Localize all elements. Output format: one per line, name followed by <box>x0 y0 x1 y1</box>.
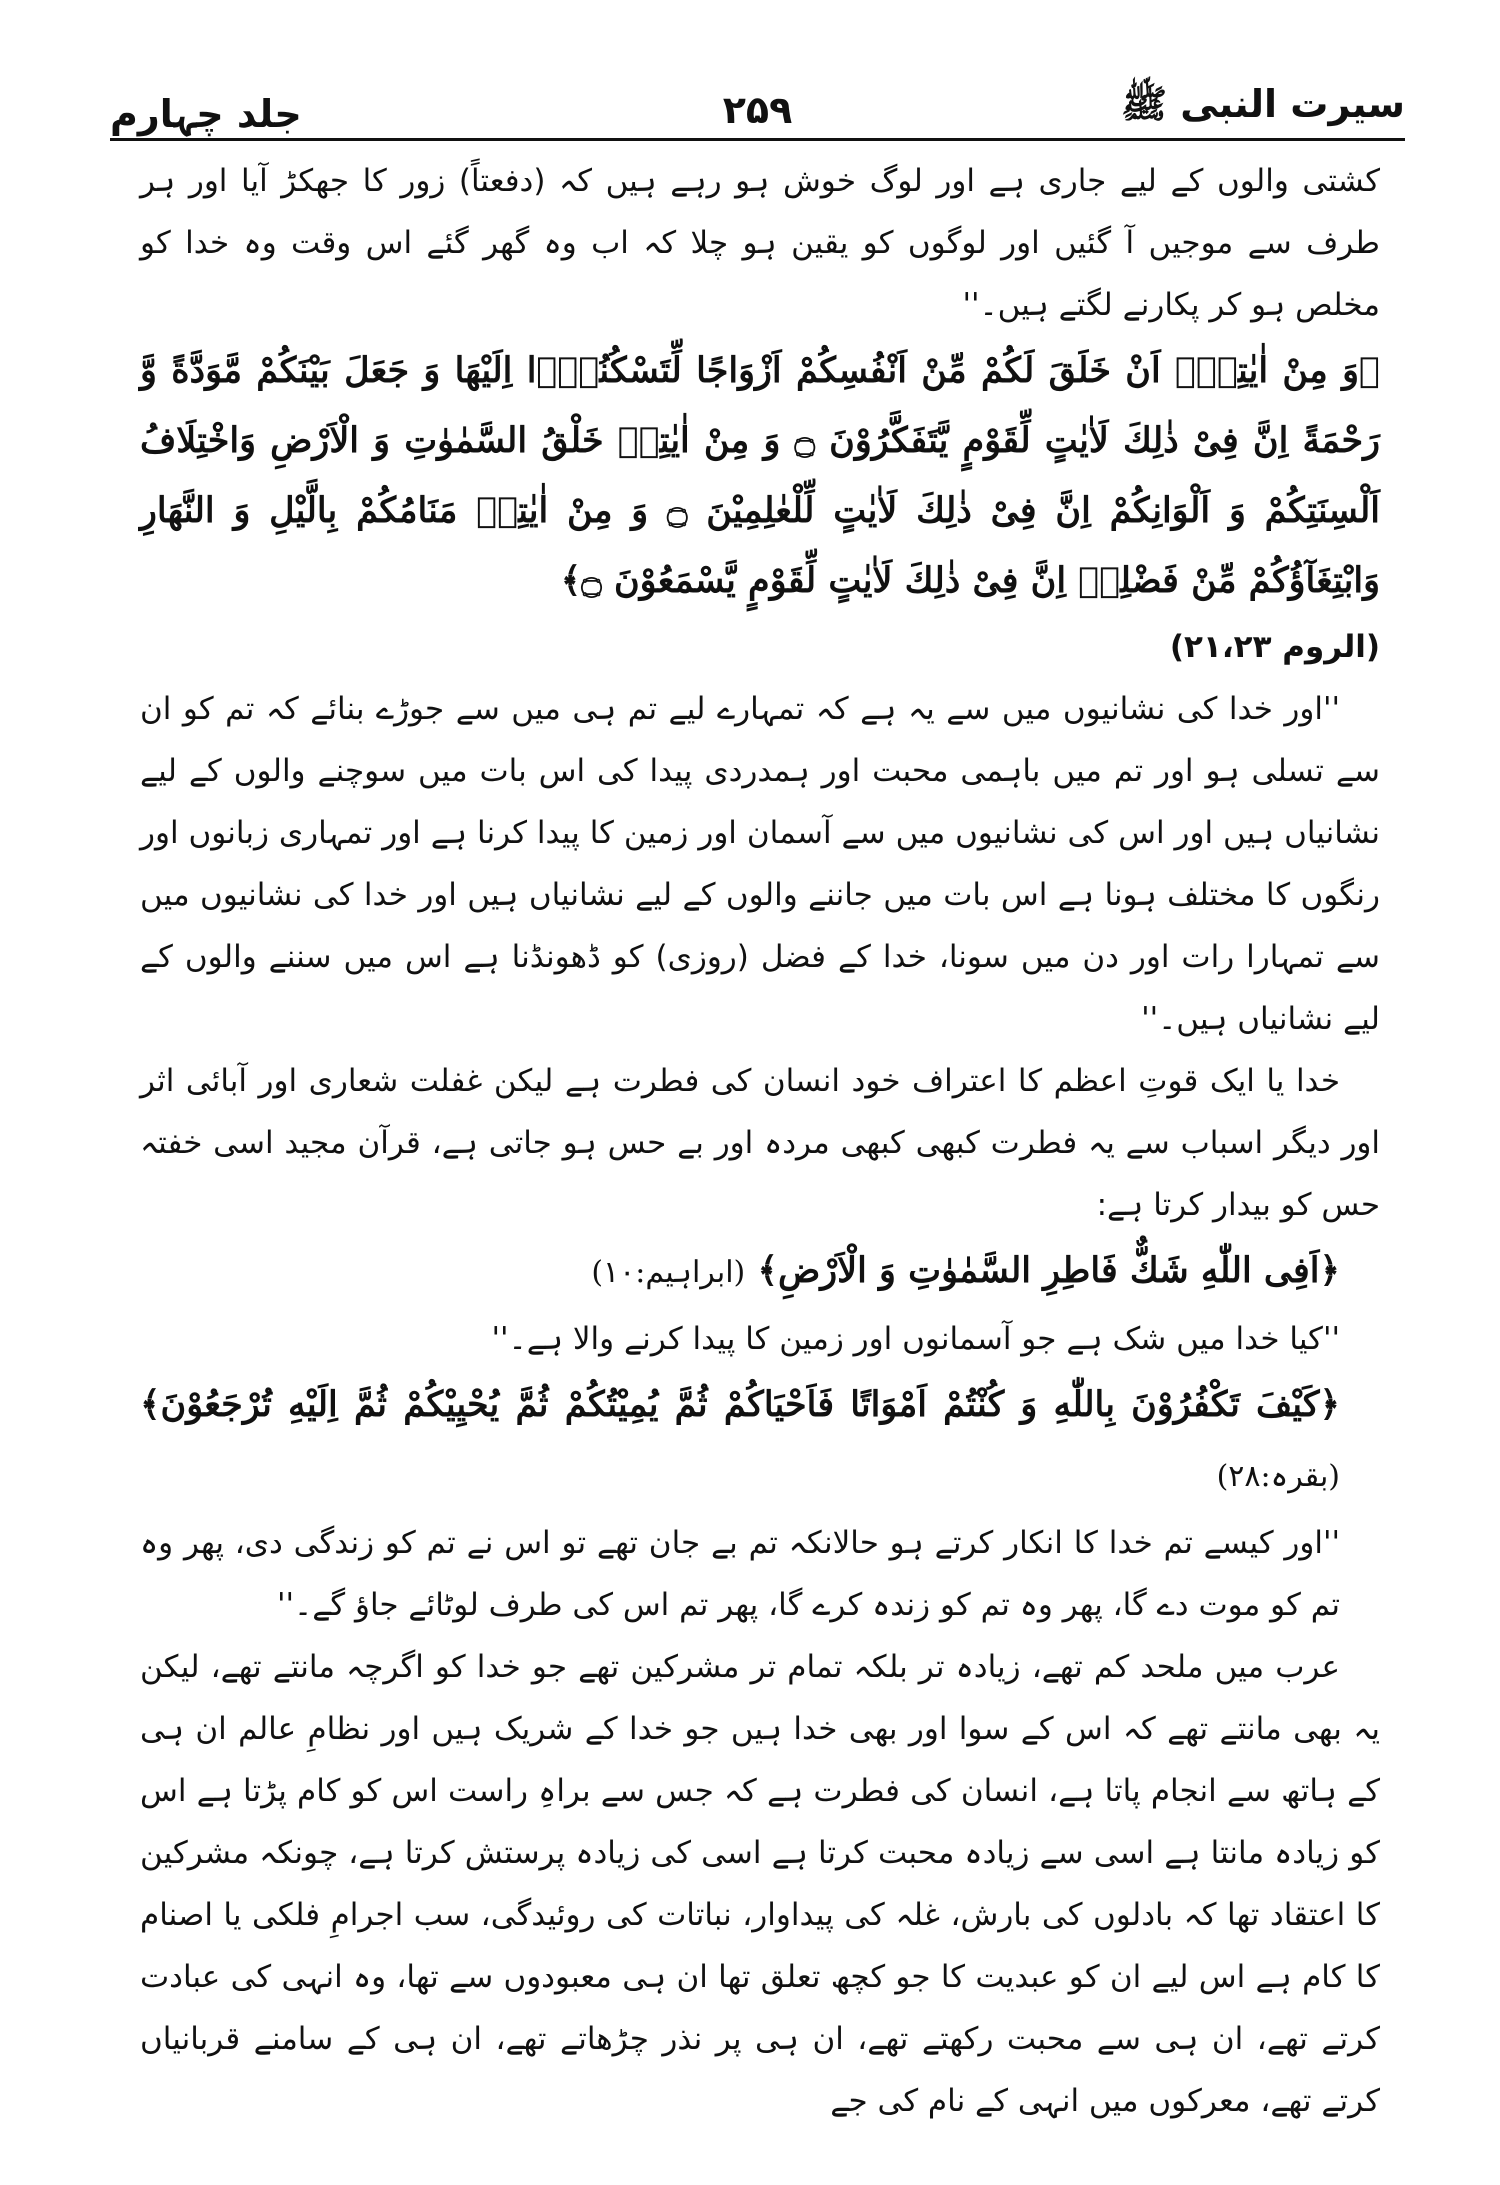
page-header <box>110 74 1405 136</box>
page-body <box>140 150 1380 2125</box>
paragraph: کشتی والوں کے لیے جاری ہے اور لوگ خوش ہو رہے ہیں کہ (دفعتاً) زور کا جھکڑ آیا اور ہر طرف سے موجیں آ گئیں اور لوگوں کو یقین ہو چلا کہ اب وہ گھر گئے اس وقت وہ خدا کو مخلص ہو کر پکارنے لگتے ہیں۔'' <box>140 163 1380 323</box>
paragraph: عرب میں ملحد کم تھے، زیادہ تر بلکہ تمام تر مشرکین تھے جو خدا کو اگرچہ مانتے تھے، لیکن یہ بھی مانتے تھے کہ اس کے سوا اور بھی خدا ہیں جو خدا کے شریک ہیں اور نظامِ عالم ان ہی کے ہاتھ سے انجام پاتا ہے، انسان کی فطرت ہے کہ جس سے براہِ راست اس کو کام پڑتا ہے اس کو زیادہ مانتا ہے اسی سے زیادہ محبت کرتا ہے اسی کی زیادہ پرستش کرتا ہے، چونکہ مشرکین کا اعتقاد تھا کہ بادلوں کی بارش، غلہ کی پیداوار، نباتات کی روئیدگی، سب اجرامِ فلکی یا اصنام کا کام ہے اس لیے ان کو عبدیت کا جو کچھ تعلق تھا ان ہی معبودوں سے تھا، وہ انہی کی عبادت کرتے تھے، ان ہی سے محبت رکھتے تھے، ان ہی پر نذر چڑھاتے تھے، ان ہی کے سامنے قربانیاں کرتے تھے، معرکوں میں انہی کے نام کی جے <box>140 1649 1380 2119</box>
verse-text: ﴿وَ مِنْ اٰیٰتِهٖۤ اَنْ خَلَقَ لَكُمْ مِّنْ اَنْفُسِكُمْ اَزْوَاجًا لِّتَسْكُنُوْۤا اِلَیْهَا وَ جَعَلَ بَیْنَكُمْ مَّوَدَّةً وَّ رَحْمَةً اِنَّ فِیْ ذٰلِكَ لَاٰیٰتٍ لِّقَوْمٍ یَّتَفَكَّرُوْنَ ۝ وَ مِنْ اٰیٰتِهٖ خَلْقُ السَّمٰوٰتِ وَ الْاَرْضِ وَاخْتِلَافُ اَلْسِنَتِكُمْ وَ اَلْوَانِكُمْ اِنَّ فِیْ ذٰلِكَ لَاٰیٰتٍ لِّلْعٰلِمِیْنَ ۝ وَ مِنْ اٰیٰتِهٖ مَنَامُكُمْ بِالَّیْلِ وَ النَّهَارِ وَابْتِغَآؤُكُمْ مِّنْ فَضْلِهٖ اِنَّ فِیْ ذٰلِكَ لَاٰیٰتٍ لِّقَوْمٍ یَّسْمَعُوْنَ ۝﴾ <box>140 350 1381 601</box>
verse-reference: (ابراہیم:۱۰) <box>591 1255 746 1290</box>
translation-paragraph: ''اور کیسے تم خدا کا انکار کرتے ہو حالانکہ تم بے جان تھے تو اس نے تم کو زندگی دی، پھر وہ تم کو موت دے گا، پھر وہ تم کو زندہ کرے گا، پھر تم اس کی طرف لوٹائے جاؤ گے۔'' <box>140 1525 1340 1623</box>
volume-label: جلد چہارم <box>110 92 302 136</box>
verse-text: ﴿اَفِی اللّٰهِ شَكٌّ فَاطِرِ السَّمٰوٰتِ وَ الْاَرْضِ﴾ <box>757 1250 1340 1291</box>
page-number: ۲۵۹ <box>722 88 793 132</box>
header-rule <box>110 138 1405 141</box>
book-title: سیرت النبی ﷺ <box>1121 82 1405 126</box>
quran-verse <box>140 1236 1380 1308</box>
quran-verse <box>140 1370 1380 1512</box>
paragraph: خدا یا ایک قوتِ اعظم کا اعتراف خود انسان کی فطرت ہے لیکن غفلت شعاری اور آبائی اثر اور دیگر اسباب سے یہ فطرت کبھی کبھی مردہ اور بے حس ہو جاتی ہے، قرآن مجید اسی خفتہ حس کو بیدار کرتا ہے: <box>140 1063 1380 1223</box>
translation-paragraph: ''اور خدا کی نشانیوں میں سے یہ ہے کہ تمہارے لیے تم ہی میں سے جوڑے بنائے کہ تم کو ان سے تسلی ہو اور تم میں باہمی محبت اور ہمدردی پیدا کی اس بات میں سوچنے والوں کے لیے نشانیاں ہیں اور اس کی نشانیوں میں سے آسمان اور زمین کا پیدا کرنا ہے اور تمہاری زبانوں اور رنگوں کا مختلف ہونا ہے اس بات میں جاننے والوں کے لیے نشانیاں ہیں اور خدا کی نشانیوں میں سے تمہارا رات اور دن میں سونا، خدا کے فضل (روزی) کو ڈھونڈنا ہے اس میں سننے والوں کے لیے نشانیاں ہیں۔'' <box>140 691 1380 1037</box>
verse-reference: (الروم ۲۱،۲۳) <box>1169 629 1380 665</box>
verse-text: ﴿كَیْفَ تَكْفُرُوْنَ بِاللّٰهِ وَ كُنْتُمْ اَمْوَاتًا فَاَحْیَاكُمْ ثُمَّ یُمِیْتُكُمْ ثُمَّ یُحْیِیْكُمْ ثُمَّ اِلَیْهِ تُرْجَعُوْنَ﴾ <box>140 1384 1340 1425</box>
quran-verse <box>140 336 1380 616</box>
translation-paragraph: ''کیا خدا میں شک ہے جو آسمانوں اور زمین کا پیدا کرنے والا ہے۔'' <box>491 1321 1340 1357</box>
verse-reference: (بقرہ:۲۸) <box>1216 1459 1340 1494</box>
